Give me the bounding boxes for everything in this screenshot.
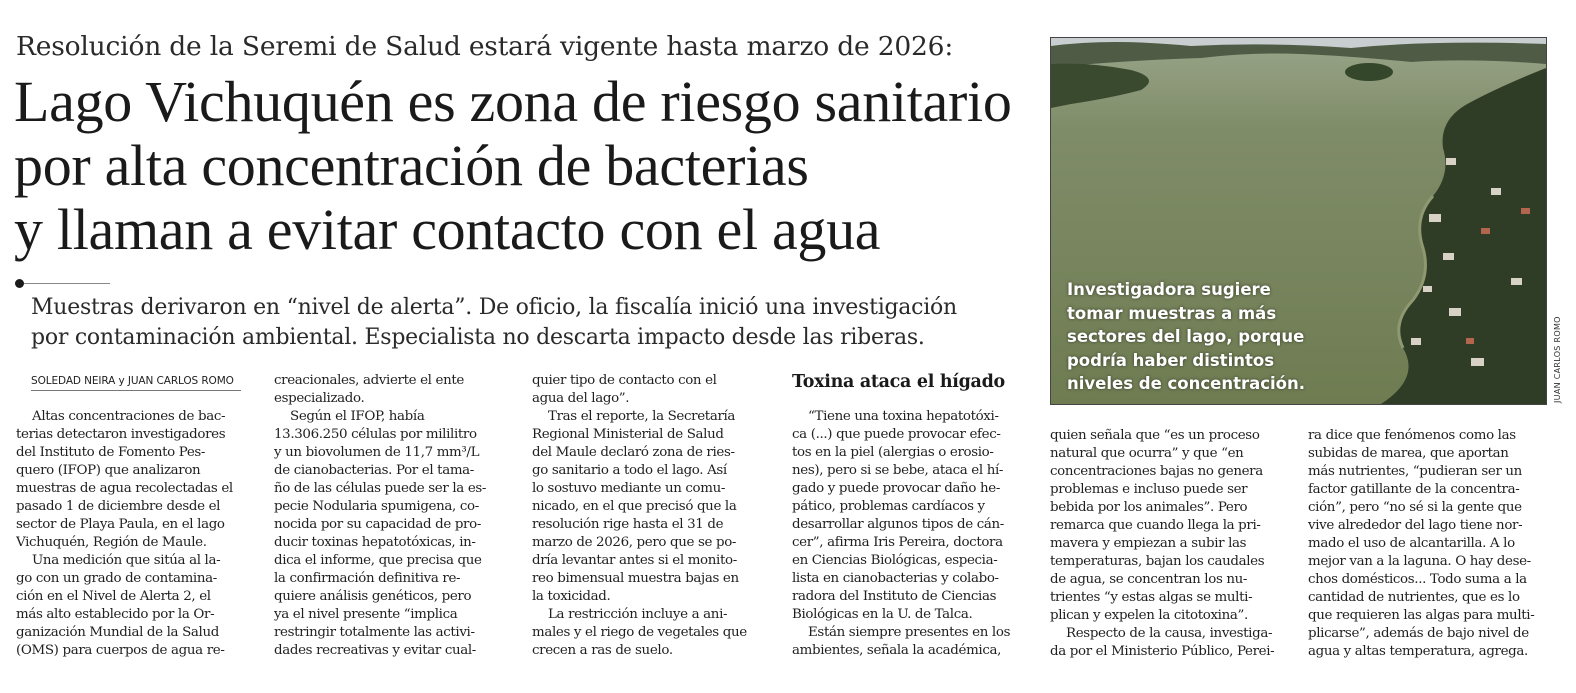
body-paragraph [792, 408, 1030, 624]
body-paragraph [532, 372, 772, 408]
body-line: ambientes, señala la académica, [792, 643, 1002, 658]
body-line: gado y puede provocar daño he- [792, 481, 1001, 496]
headline-line: y llaman a evitar contacto con el agua [14, 197, 881, 262]
body-column [1308, 427, 1548, 661]
caption-line: Investigadora sugiere [1067, 280, 1271, 299]
body-line: mavera y empiezan a subir las [1050, 536, 1247, 551]
body-paragraph [532, 606, 772, 660]
body-column [1050, 427, 1288, 661]
body-line: Regional Ministerial de Salud [532, 427, 724, 442]
body-line: reo bimensual muestra bajas en [532, 571, 739, 586]
section-subhead: Toxina ataca el hígado [792, 372, 1005, 392]
body-line: pático, problemas cardíacos y [792, 499, 985, 514]
body-line: ya el nivel presente “implica [274, 607, 458, 622]
body-line: del Maule declaró zona de ries- [532, 445, 735, 460]
body-line: de cianobacterias. Por el tama- [274, 463, 474, 478]
body-line: resolución rige hasta el 31 de [532, 517, 724, 532]
divider-dot [15, 279, 24, 288]
body-line: crecen a ras de suelo. [532, 643, 673, 658]
body-line: temperaturas, bajan los caudales [1050, 554, 1265, 569]
body-line: (OMS) para cuerpos de agua re- [16, 643, 225, 658]
headline-line: Lago Vichuquén es zona de riesgo sanitario [14, 69, 1012, 134]
body-paragraph [274, 408, 511, 660]
lake-photo [1050, 37, 1547, 405]
body-line: dría levantar antes si el monito- [532, 553, 737, 568]
body-line: mado el uso de alcantarilla. A lo [1308, 536, 1515, 551]
body-line: la toxicidad. [532, 589, 611, 604]
body-line: terias detectaron investigadores [16, 427, 226, 442]
deck-line: por contaminación ambiental. Especialista no descarta impacto desde las riberas. [31, 325, 925, 350]
body-paragraph [1050, 427, 1288, 625]
body-column [274, 372, 511, 660]
body-line: lo sostuvo mediante un comu- [532, 481, 726, 496]
body-line: ción”, pero “no sé si la gente que [1308, 500, 1522, 515]
body-line: desarrollar algunos tipos de cán- [792, 517, 1004, 532]
body-paragraph [1050, 625, 1288, 661]
body-line: ducir toxinas hepatotóxicas, in- [274, 535, 476, 550]
body-line: que requieren las algas para multi- [1308, 608, 1535, 623]
body-line: restringir totalmente las activi- [274, 625, 475, 640]
body-line: Según el IFOP, había [290, 409, 425, 424]
body-line: cer”, afirma Iris Pereira, doctora [792, 535, 1003, 550]
body-paragraph [792, 624, 1030, 660]
body-line: chos domésticos... Todo suma a la [1308, 572, 1527, 587]
photo-credit: JUAN CARLOS ROMO [1553, 316, 1562, 403]
body-line: especializado. [274, 391, 365, 406]
body-paragraph [16, 408, 253, 552]
body-line: quero (IFOP) que analizaron [16, 463, 201, 478]
body-line: pasado 1 de diciembre desde el [16, 499, 221, 514]
island [1345, 63, 1393, 81]
body-line: ra dice que fenómenos como las [1308, 428, 1516, 443]
body-paragraph [16, 552, 253, 660]
body-line: en Ciencias Biológicas, especia- [792, 553, 998, 568]
body-line: 13.306.250 células por mililitro [274, 427, 477, 442]
body-line: pecie Nodularia spumigena, co- [274, 499, 479, 514]
article-kicker: Resolución de la Seremi de Salud estará vigente hasta marzo de 2026: [16, 31, 954, 62]
article-deck [31, 293, 1036, 353]
body-line: ganización Mundial de la Salud [16, 625, 219, 640]
body-line: plican y expelen la citotoxina”. [1050, 608, 1248, 623]
body-paragraph [1308, 427, 1548, 661]
body-line: nes), pero si se bebe, ataca el hí- [792, 463, 1004, 478]
body-line: mejor van a la laguna. O hay dese- [1308, 554, 1531, 569]
body-line: Respecto de la causa, investiga- [1066, 626, 1273, 641]
body-column [792, 408, 1030, 660]
body-line: tos en la piel (alergias o erosio- [792, 445, 994, 460]
body-paragraph [532, 408, 772, 606]
body-line: Están siempre presentes en los [808, 625, 1011, 640]
body-line: Altas concentraciones de bac- [32, 409, 226, 424]
body-line: dades recreativas y evitar cual- [274, 643, 476, 658]
divider-rule [24, 283, 110, 284]
body-line: ca (...) que puede provocar efec- [792, 427, 1001, 442]
body-line: sector de Playa Paula, en el lago [16, 517, 225, 532]
caption-line: tomar muestras a más [1067, 303, 1277, 323]
body-line: vive alrededor del lago tiene nor- [1308, 518, 1523, 533]
body-line: agua del lago”. [532, 391, 630, 406]
body-line: ción en el Nivel de Alerta 2, el [16, 589, 211, 604]
byline: SOLEDAD NEIRA y JUAN CARLOS ROMO [31, 375, 234, 387]
body-line: radora del Instituto de Ciencias [792, 589, 997, 604]
body-line: quien señala que “es un proceso [1050, 428, 1260, 443]
body-line: quier tipo de contacto con el [532, 373, 717, 388]
deck-line: Muestras derivaron en “nivel de alerta”. De oficio, la fiscalía inició una investigación [31, 295, 957, 320]
body-line: concentraciones bajas no genera [1050, 464, 1263, 479]
body-line: creacionales, advierte el ente [274, 373, 464, 388]
body-line: Una medición que sitúa al la- [32, 553, 221, 568]
body-line: bebida por los animales”. Pero [1050, 500, 1248, 515]
body-line: factor gatillante de la concentra- [1308, 482, 1520, 497]
body-line: subidas de marea, que aportan [1308, 446, 1509, 461]
body-line: males y el riego de vegetales que [532, 625, 747, 640]
byline-rule [31, 390, 241, 391]
body-line: plicarse”, además de bajo nivel de [1308, 626, 1529, 641]
caption-line: sectores del lago, porque [1067, 327, 1305, 346]
body-line: nicado, en el que precisó que la [532, 499, 737, 514]
body-paragraph [274, 372, 511, 408]
body-line: Vichuquén, Región de Maule. [16, 535, 207, 550]
headline-line: por alta concentración de bacterias [14, 133, 809, 198]
body-line: lista en cianobacterias y colabo- [792, 571, 999, 586]
body-line: marzo de 2026, pero que se po- [532, 535, 737, 550]
body-line: agua y altas temperatura, agrega. [1308, 644, 1528, 659]
article-headline [14, 70, 1044, 262]
body-column [16, 408, 253, 660]
body-line: del Instituto de Fomento Pes- [16, 445, 206, 460]
body-line: nocida por su capacidad de pro- [274, 517, 481, 532]
caption-line: niveles de concentración. [1067, 374, 1306, 393]
body-line: más alto establecido por la Or- [16, 607, 215, 622]
body-line: go sanitario a todo el lago. Así [532, 463, 727, 478]
body-line: quiere análisis genéticos, pero [274, 589, 472, 604]
body-line: trientes “y estas algas se multi- [1050, 590, 1253, 605]
body-line: muestras de agua recolectadas el [16, 481, 233, 496]
body-column [532, 372, 772, 660]
body-line: natural que ocurra” y que “en [1050, 446, 1244, 461]
body-line: ño de las células puede ser la es- [274, 481, 487, 496]
body-line: cantidad de nutrientes, que es lo [1308, 590, 1520, 605]
body-line: “Tiene una toxina hepatotóxi- [808, 409, 999, 424]
caption-line: podría haber distintos [1067, 350, 1275, 370]
body-line: de agua, se concentran los nu- [1050, 572, 1248, 587]
body-line: La restricción incluye a ani- [548, 607, 728, 622]
body-line: y un biovolumen de 11,7 mm³/L [274, 445, 480, 460]
body-line: remarca que cuando llega la pri- [1050, 518, 1261, 533]
body-line: Biológicas en la U. de Talca. [792, 607, 973, 622]
body-line: Tras el reporte, la Secretaría [548, 409, 736, 424]
body-line: problemas e incluso puede ser [1050, 482, 1248, 497]
body-line: más nutrientes, “pudieran ser un [1308, 464, 1522, 479]
body-line: da por el Ministerio Público, Perei- [1050, 644, 1275, 659]
photo-caption [1067, 278, 1327, 396]
body-line: la confirmación definitiva re- [274, 571, 461, 586]
body-line: go con un grado de contamina- [16, 571, 217, 586]
body-line: dica el informe, que precisa que [274, 553, 482, 568]
